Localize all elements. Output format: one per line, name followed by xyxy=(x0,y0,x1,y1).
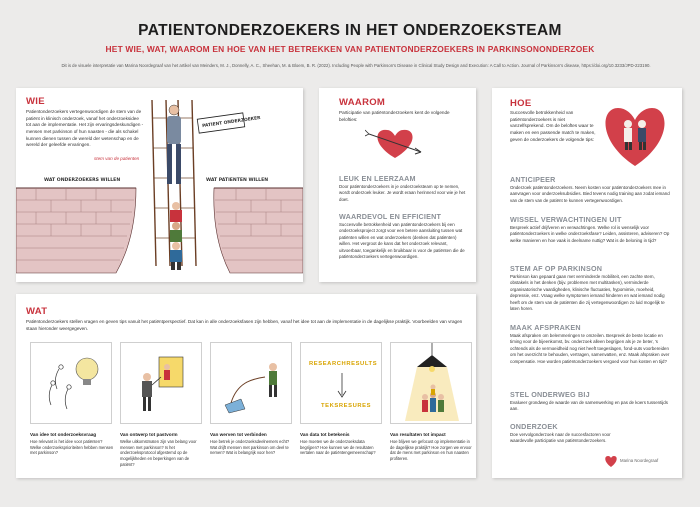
page-subtitle: HET WIE, WAT, WAAROM EN HOE VAN HET BETREKKEN VAN PATIENTONDERZOEKERS IN PARKINSONONDERZOEK xyxy=(105,44,595,54)
waarom-title: WAAROM xyxy=(339,97,386,108)
patient-sign-label: PATIENT ONDERZOEKER xyxy=(201,115,261,130)
lightbulb-sperm-icon xyxy=(31,343,113,425)
panel-recruit xyxy=(210,342,292,424)
wat-intro: Patiëntonderzoekers stellen vragen en geven tips vanuit het patiëntperspectief. Dat kan in alle onderzoeksfasen zijn hebben, vanaf het idee tot aan de implementatie in de dagelijkse praktijk. Voorbeelden van vragen staan hieronder weergegeven. xyxy=(26,319,463,331)
hoe-card xyxy=(492,88,682,478)
step-5-heading: Van resultaten tot impact xyxy=(390,432,446,437)
panel-data xyxy=(300,342,382,424)
waarom-text-1: Door patiëntonderzoekers in je onderzoeksteam op te nemen, wordt onderzoek leuker. Je wordt eraan herinnerd voor wie je het doet. xyxy=(339,184,466,202)
hoe-heading-5: STEL ONDERWEG BIJ xyxy=(510,390,590,399)
label-researchers: WAT ONDERZOEKERS WILLEN xyxy=(44,178,121,183)
step-4-heading: Van data tot betekenis xyxy=(300,432,350,437)
step-1-text: Hoe relevant is het idee voor patiënten? Welke onderzoeksprioriteiten hebben mensen met parkinson? xyxy=(30,439,114,456)
panel-impact xyxy=(390,342,472,424)
hoe-text-3: Parkinson kan gepaard gaan met verminderde mobiliteit, een zachte stem, obstakels in het denken (bijv. problemen met multitasken), verminderde organisatorische vaardigheden, klinische fluctuaties, hypomimie, moeheid, depressie, enz. Vraag welke symptomen iemand hinderen en wat iemand nodig heeft om de stem van de patiënten die zij vertegenwoordigen zo luid mogelijk te laten horen. xyxy=(510,274,665,311)
panel-idea xyxy=(30,342,112,424)
heart-people-icon xyxy=(598,102,672,168)
hoe-heading-2: WISSEL VERWACHTINGEN UIT xyxy=(510,215,622,224)
hoe-text-6: Doe vervolgonderzoek naar de succesfactoren voor waardevolle participatie van patiëntonderzoekers. xyxy=(510,432,611,444)
wie-card xyxy=(16,88,303,282)
page-title: PATIENTONDERZOEKERS IN HET ONDERZOEKSTEAM xyxy=(138,22,562,39)
step-2-text: Welke uitkomstmaten zijn van belang voor mensen met parkinson? Is het onderzoeksprotocol afgestemd op de mogelijkheden en beperkingen van de patiënt? xyxy=(120,439,197,467)
wat-card xyxy=(16,294,476,478)
hoe-heading-3: STEM AF OP PARKINSON xyxy=(510,264,603,273)
heart-arrow-icon xyxy=(365,124,425,164)
artist-signature: Marina Noordegraaf xyxy=(620,458,659,463)
hoe-heading-6: ONDERZOEK xyxy=(510,422,558,431)
waarom-card xyxy=(319,88,476,282)
hand-rope-icon xyxy=(211,343,293,425)
label-patients: WAT PATIENTEN WILLEN xyxy=(206,178,269,183)
wie-title: WIE xyxy=(26,96,45,107)
step-4-text: Hoe moeten we de onderzoeksdata begrijpen? Hoe kunnen we de resultaten vertalen naar de patiëntengemeenschap? xyxy=(300,439,376,456)
waarom-text-2: Succesvolle betrokkenheid van patiëntonderzoekers bij een onderzoeksproject zorgt voor een betere aansluiting tussen wat patiënten willen en wat onderzoekers (denken dat patiënten) willen. Het vergroot de kans dat het onderzoek relevant, uitvoerbaar, toegankelijk en bruikbaar is voor de patiënten die de patiëntonderzoekers vertegenwoordigen. xyxy=(339,222,465,259)
step-3-text: Hoe betrek je onderzoeksdeelnemers echt? Wat drijft mensen met parkinson om deel te nemen? Wat is belangrijk voor hen? xyxy=(210,439,290,456)
step-3-heading: Van werven tot verbinden xyxy=(210,432,267,437)
research-results-word: RESEARCHRESULTS xyxy=(309,361,378,367)
waarom-heading-2: WAARDEVOL EN EFFICIENT xyxy=(339,212,442,221)
hoe-text-5: Evalueer grondweg de waarde van de samenwerking en pas de koers tussentijds aan. xyxy=(510,400,668,412)
hoe-text-4: Maak afspraken om belemmeringen te omzeilen. Bespreek de beste locatie en timing voor de bijeenkomst, bv. onderzoek alleen begrijpen als je ze beter, 's ochtends als de vermoeidheid nog niet heeft toegeslagen, fond-outs voorbereiden om het overzicht te behouden, vertragen, samenvatten, enz. Maak afspraken over compensatie. Hoe worden patiëntonderzoekers vergoed voor hun kosten en tijd? xyxy=(510,333,670,364)
wie-text: Patientonderzoekers vertegenwoordigen de stem van de patiënt in klinisch onderzoek, vanaf het onderzoeksidee tot aan de implementatie. Het zijn ervaringsdeskundigen - mensen met parkinson of hun naasten - die als schakel kunnen dienen tussen de wereld der wetenschap en de wereld der geleefde ervaringen. xyxy=(26,109,144,148)
hoe-text-1: Onderzoek patiëntonderzoekers. Neem kosten voor patiëntonderzoekers mee in aanvragen voor onderzoeksubsidies. Bied tevens nodig training aan zodat iemand van de stem van de patiënt te kunnen vertegenwoordigen. xyxy=(510,185,670,203)
step-1-heading: Van idee tot onderzoeksvraag xyxy=(30,432,97,437)
step-2-heading: Van ontwerp tot pastvorm xyxy=(120,432,178,437)
person-painting-icon xyxy=(121,343,203,425)
lamp-people-icon xyxy=(391,343,473,425)
waarom-heading-1: LEUK EN LEERZAAM xyxy=(339,174,416,183)
panel-design xyxy=(120,342,202,424)
hoe-heading-1: ANTICIPEER xyxy=(510,175,556,184)
hoe-text-2: Bespreek actief drijfveren en verwachtingen. Welke rol is wenselijk voor patiëntonderzoekers in welke onderzoeksfase? Leiden, assisteren, adviseren? Op welke manieren en hoe vaak is deelname nuttig? Wat is de beloning in tijd? xyxy=(510,225,670,243)
wat-title: WAT xyxy=(26,306,48,317)
label-voice: stem van de patienten xyxy=(94,156,140,161)
step-5-text: Hoe blijven we gefocust op implementatie in de dagelijkse praktijk? Hoe zorgen we ervoor dat de mens met parkinson en hun naasten profiteren. xyxy=(390,439,472,462)
hoe-intro: Succesvolle betrokkenheid van patiëntonderzoekers is niet vanzelfsprekend. Om de beloftes waar te maken en een passende match te maken, geven de onderzoekers de volgende tips: xyxy=(510,110,596,142)
hoe-heading-4: MAAK AFSPRAKEN xyxy=(510,323,581,332)
down-arrow-icon xyxy=(335,373,349,399)
hoe-title: HOE xyxy=(510,98,532,109)
result-scrambled-word: TEKSRESURES xyxy=(321,403,372,409)
waarom-intro: Participatie van patiëntonderzoekers kent de volgende belofties: xyxy=(339,110,450,122)
citation: Dit is de visuele interpretatie van Marina Noordegraaf van het artikel van Meinders, M. J., Donnelly, A. C., Sheehan, M. & Bloem, B. R. (2022). Including People with Parkinson's Disease in Clinical Study Design and Execution: A Call to Action. Journal of Parkinson's disease, https://doi.org/10.3233/JPD-223190. xyxy=(61,63,651,68)
heart-logo-icon xyxy=(604,454,618,468)
